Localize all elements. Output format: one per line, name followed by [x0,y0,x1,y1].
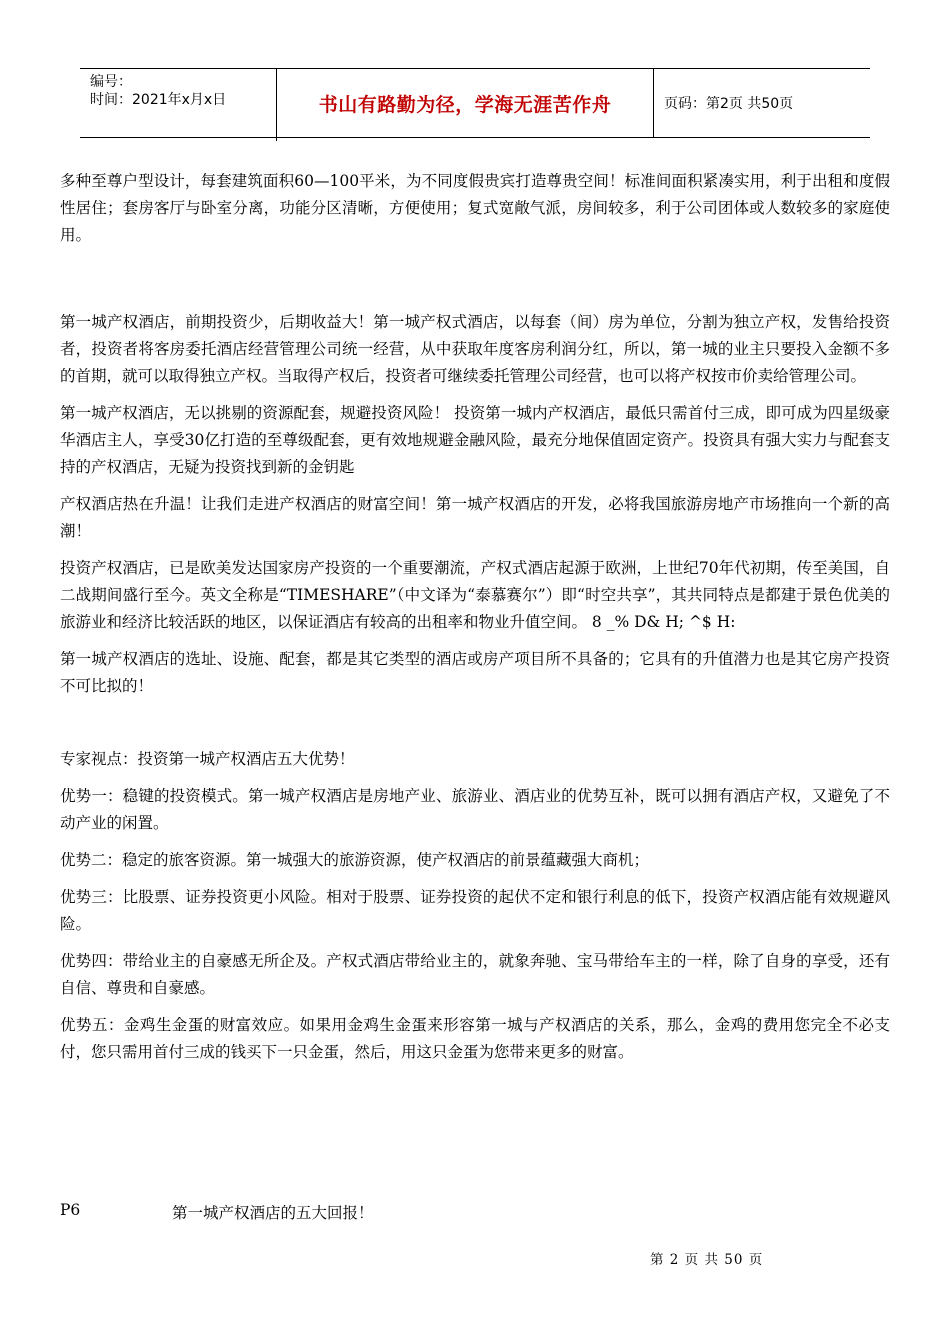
document-body [60,168,890,1066]
paragraph-layout: 多种至尊户型设计，每套建筑面积60—100平米，为不同度假贵宾打造尊贵空间！标准间面积紧凑实用，利于出租和度假性居住；套房客厅与卧室分离，功能分区清晰，方便使用；复式宽敞气派，房间较多，利于公司团体或人数较多的家庭使用。 [60,172,890,244]
paragraph-resources: 第一城产权酒店，无以挑剔的资源配套，规避投资风险！ 投资第一城内产权酒店，最低只需首付三成，即可成为四星级豪华酒店主人，享受30亿打造的至尊级配套，更有效地规避金融风险，最充分地保值固定资产。投资具有强大实力与配套支持的产权酒店，无疑为投资找到新的金钥匙 [60,404,890,476]
code-label: 编号： [90,74,132,90]
advantage-2: 优势二：稳定的旅客资源。第一城强大的旅游资源，使产权酒店的前景蕴藏强大商机； [60,851,650,869]
section-code: P6 [60,1201,81,1219]
header-page-label: 页码：第2页 共50页 [664,96,794,112]
paragraph-location: 第一城产权酒店的选址、设施、配套，都是其它类型的酒店或房产项目所不具备的；它具有的升值潜力也是其它房产投资不可比拟的！ [60,650,890,695]
section-title: 第一城产权酒店的五大回报！ [172,1204,374,1222]
page-number-footer: 第 2 页 共 50 页 [650,1252,764,1268]
section-heading-advantages: 专家视点：投资第一城产权酒店五大优势！ [60,750,355,768]
paragraph-heating-up: 产权酒店热在升温！让我们走进产权酒店的财富空间！第一城产权酒店的开发，必将我国旅游房地产市场推向一个新的高潮！ [60,495,890,540]
advantage-1: 优势一：稳键的投资模式。第一城产权酒店是房地产业、旅游业、酒店业的优势互补，既可以拥有酒店产权，又避免了不动产业的闲置。 [60,787,890,832]
header-table [80,68,870,138]
header-motto: 书山有路勤为径，学海无涯苦作舟 [277,69,654,137]
header-meta [80,69,277,141]
advantage-5: 优势五：金鸡生金蛋的财富效应。如果用金鸡生金蛋来形容第一城与产权酒店的关系，那么，金鸡的费用您完全不必支付，您只需用首付三成的钱买下一只金蛋，然后，用这只金蛋为您带来更多的财富。 [60,1016,890,1061]
paragraph-investment: 第一城产权酒店，前期投资少，后期收益大！第一城产权式酒店，以每套（间）房为单位，分割为独立产权，发售给投资者，投资者将客房委托酒店经营管理公司统一经营，从中获取年度客房利润分红，所以，第一城的业主只要投入金额不多的首期，就可以取得独立产权。当取得产权后，投资者可继续委托管理公司经营，也可以将产权按市价卖给管理公司。 [60,313,890,385]
advantage-3: 优势三：比股票、证券投资更小风险。相对于股票、证券投资的起伏不定和银行利息的低下，投资产权酒店能有效规避风险。 [60,888,890,933]
paragraph-timeshare: 投资产权酒店，已是欧美发达国家房产投资的一个重要潮流，产权式酒店起源于欧洲，上世纪70年代初期，传至美国，自二战期间盛行至今。英文全称是“TIMESHARE”（中文译为“泰慕赛尔”）即“时空共享”，其共同特点是都建于景色优美的旅游业和经济比较活跃的地区，以保证酒店有较高的出租率和物业升值空间。 8 _% D& H; ^$ H: [60,559,890,631]
time-label: 时间：2021年x月x日 [90,92,227,108]
advantage-4: 优势四：带给业主的自豪感无所企及。产权式酒店带给业主的，就象奔驰、宝马带给车主的一样，除了自身的享受，还有自信、尊贵和自豪感。 [60,952,890,997]
